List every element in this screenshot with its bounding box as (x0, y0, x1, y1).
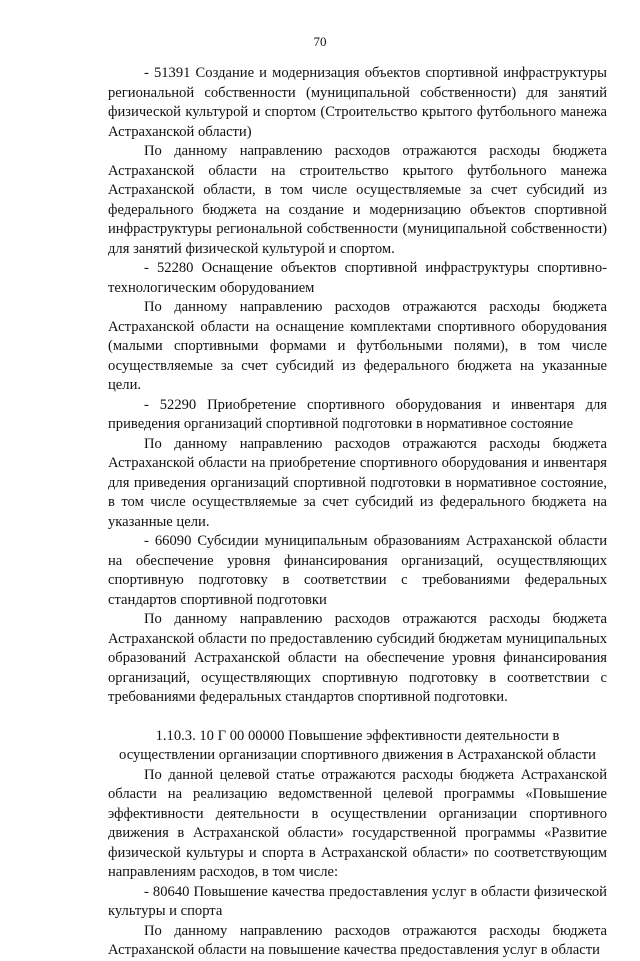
paragraph: - 52280 Оснащение объектов спортивной инфраструктуры спортивно-технологическим оборудованием (108, 260, 607, 296)
paragraph: - 66090 Субсидии муниципальным образованиям Астраханской области на обеспечение уровня финансирования организаций, осуществляющих спортивную подготовку в соответствии с требованиями федеральных стандартов спортивной подготовки (108, 533, 607, 608)
paragraph: По данному направлению расходов отражаются расходы бюджета Астраханской области на оснащение комплектами спортивного оборудования (малыми спортивными формами и футбольными полями), в том числе осуществляемые за счет субсидий из федерального бюджета на указанные цели. (108, 299, 607, 393)
paragraph: - 51391 Создание и модернизация объектов спортивной инфраструктуры региональной собственности (муниципальной собственности) для занятий физической культурой и спортом (Строительство крытого футбольного манежа Астраханской области) (108, 65, 607, 140)
paragraph: По данному направлению расходов отражаются расходы бюджета Астраханской области на повышение качества предоставления услуг в области (108, 922, 607, 958)
section-gap (108, 708, 607, 727)
page-number: 70 (313, 34, 327, 49)
paragraph: - 52290 Приобретение спортивного оборудования и инвентаря для приведения организаций спортивной подготовки в нормативное состояние (108, 396, 607, 432)
paragraph: По данному направлению расходов отражаются расходы бюджета Астраханской области по предоставлению субсидий бюджетам муниципальных образований Астраханской области на обеспечение уровня финансирования организаций, осуществляющих спортивную подготовку в соответствии с требованиями федеральных стандартов спортивной подготовки. (108, 611, 607, 705)
section-heading: 1.10.3. 10 Г 00 00000 Повышение эффективности деятельности в осуществлении организации спортивного движения в Астраханской области (119, 727, 596, 763)
paragraph: По данному направлению расходов отражаются расходы бюджета Астраханской области на строительство крытого футбольного манежа Астраханской области, в том числе осуществляемые за счет субсидий из федерального бюджета на создание и модернизацию объектов спортивной инфраструктуры региональной собственности (муниципальной собственности) для занятий физической культурой и спортом. (108, 143, 607, 257)
paragraph: По данному направлению расходов отражаются расходы бюджета Астраханской области на приобретение спортивного оборудования и инвентаря для приведения организаций спортивной подготовки в нормативное состояние, в том числе осуществляемые за счет субсидий из федерального бюджета на указанные цели. (108, 435, 607, 530)
paragraph: - 80640 Повышение качества предоставления услуг в области физической культуры и спорта (108, 883, 607, 919)
document-body (108, 64, 607, 961)
paragraph: По данной целевой статье отражаются расходы бюджета Астраханской области на реализацию ведомственной целевой программы «Повышение эффективности деятельности в осуществлении организации спортивного движения в Астраханской области» государственной программы «Развитие физической культуры и спорта в Астраханской области» по соответствующим направлениям расходов, в том числе: (108, 766, 607, 880)
